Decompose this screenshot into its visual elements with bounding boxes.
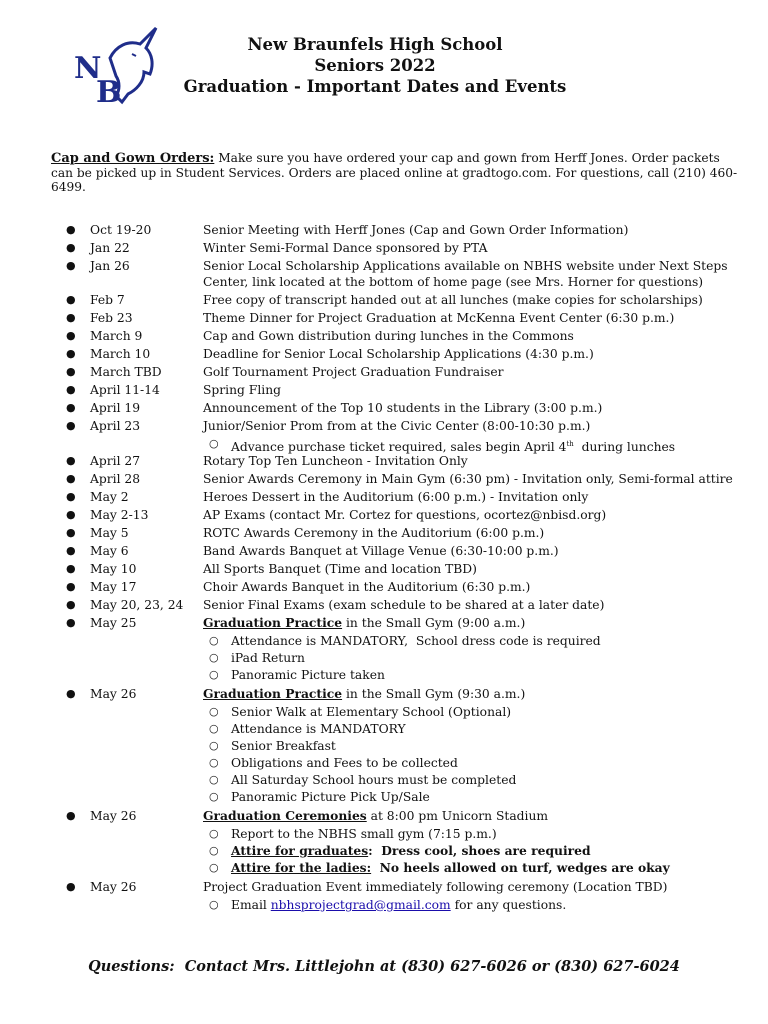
event-desc: Project Graduation Event immediately following ceremony (Location TBD): [203, 880, 668, 894]
sub-item-text: Advance purchase ticket required, sales begin April 4th during lunches: [231, 440, 676, 455]
cap-gown-paragraph: [51, 151, 741, 194]
cap-gown-text: Make sure you have ordered your cap and gown from Herff Jones. Order packets can be picked up in Student Services. Orders are placed online at gradtogo.com. For questions, call (210) 460-6499.: [51, 151, 738, 194]
bullet-icon: ●: [66, 616, 76, 629]
event-desc: Senior Final Exams (exam schedule to be shared at a later date): [203, 598, 605, 612]
event-desc: Rotary Top Ten Luncheon - Invitation Only: [203, 454, 468, 468]
event-desc: Theme Dinner for Project Graduation at McKenna Event Center (6:30 p.m.): [203, 311, 675, 325]
sub-item: [0, 738, 768, 755]
sub-item-text: Attire for the ladies: No heels allowed on turf, wedges are okay: [231, 860, 670, 875]
list-item: [0, 292, 768, 310]
list-item: [0, 258, 768, 292]
sub-item-text: Report to the NBHS small gym (7:15 p.m.): [231, 827, 497, 841]
bullet-icon: ●: [66, 383, 76, 396]
event-desc: Cap and Gown distribution during lunches in the Commons: [203, 329, 574, 343]
bullet-icon: ●: [66, 419, 76, 432]
circle-bullet-icon: ○: [209, 861, 219, 874]
event-desc: Senior Meeting with Herff Jones (Cap and Gown Order Information): [203, 223, 629, 237]
bullet-icon: ●: [66, 809, 76, 822]
list-item: [0, 346, 768, 364]
bullet-icon: ●: [66, 562, 76, 575]
list-item: [0, 507, 768, 525]
circle-bullet-icon: ○: [209, 827, 219, 840]
circle-bullet-icon: ○: [209, 651, 219, 664]
svg-text:B: B: [96, 75, 122, 108]
bullet-icon: ●: [66, 223, 76, 236]
event-date: May 26: [90, 880, 137, 894]
sub-item: [0, 789, 768, 806]
bullet-icon: ●: [66, 347, 76, 360]
document-title: Graduation - Important Dates and Events: [183, 77, 567, 96]
list-item: [0, 328, 768, 346]
event-date: Oct 19-20: [90, 223, 152, 237]
sub-item: [0, 667, 768, 684]
list-item: [0, 543, 768, 561]
event-desc: Band Awards Banquet at Village Venue (6:30-10:00 p.m.): [203, 544, 559, 558]
list-item: [0, 453, 768, 471]
sub-item-text: Attire for graduates: Dress cool, shoes are required: [231, 843, 591, 858]
bullet-icon: ●: [66, 598, 76, 611]
circle-bullet-icon: ○: [209, 437, 219, 450]
sub-item-text: All Saturday School hours must be completed: [231, 773, 517, 787]
sub-item-text: Obligations and Fees to be collected: [231, 756, 458, 770]
document-header: [150, 34, 600, 97]
bullet-icon: ●: [66, 311, 76, 324]
sub-item-text: Email nbhsprojectgrad@gmail.com for any questions.: [231, 898, 567, 912]
bullet-icon: ●: [66, 365, 76, 378]
event-desc: Golf Tournament Project Graduation Fundraiser: [203, 365, 504, 379]
sub-item: [0, 826, 768, 843]
email-link[interactable]: nbhsprojectgrad@gmail.com: [270, 898, 451, 912]
sub-item: [0, 897, 768, 914]
list-item: [0, 400, 768, 418]
sub-item-text: Senior Breakfast: [231, 739, 336, 753]
sub-item: [0, 860, 768, 877]
event-desc: Graduation Practice in the Small Gym (9:30 a.m.): [203, 686, 526, 701]
event-desc: Free copy of transcript handed out at all lunches (make copies for scholarships): [203, 293, 703, 307]
list-item: [0, 364, 768, 382]
list-item: [0, 615, 768, 633]
bullet-icon: ●: [66, 472, 76, 485]
sub-item-text: Senior Walk at Elementary School (Optional): [231, 705, 512, 719]
bullet-icon: ●: [66, 401, 76, 414]
cap-gown-label: Cap and Gown Orders:: [51, 151, 215, 166]
sub-item-text: Attendance is MANDATORY: [231, 722, 406, 736]
event-desc: Senior Awards Ceremony in Main Gym (6:30 pm) - Invitation only, Semi-formal attire: [203, 472, 733, 486]
list-item: [0, 579, 768, 597]
list-item: [0, 879, 768, 897]
event-desc: Heroes Dessert in the Auditorium (6:00 p.m.) - Invitation only: [203, 490, 589, 504]
circle-bullet-icon: ○: [209, 898, 219, 911]
events-list: [0, 222, 768, 914]
bullet-icon: ●: [66, 880, 76, 893]
event-desc: Senior Local Scholarship Applications available on NBHS website under Next Steps Center, link located at the bottom of home page (see Mrs. Horner for questions): [203, 259, 728, 289]
circle-bullet-icon: ○: [209, 844, 219, 857]
event-date: May 5: [90, 526, 129, 540]
sub-item-text: iPad Return: [231, 651, 305, 665]
bullet-icon: ●: [66, 454, 76, 467]
contact-footer: Questions: Contact Mrs. Littlejohn at (830) 627-6026 or (830) 627-6024: [88, 958, 680, 975]
bullet-icon: ●: [66, 259, 76, 272]
list-item: [0, 808, 768, 826]
list-item: [0, 418, 768, 436]
list-item: [0, 310, 768, 328]
sub-item: [0, 843, 768, 860]
circle-bullet-icon: ○: [209, 739, 219, 752]
event-date: April 28: [90, 472, 141, 486]
list-item: [0, 686, 768, 704]
event-desc: All Sports Banquet (Time and location TBD): [203, 562, 477, 576]
list-item: [0, 382, 768, 400]
list-item: [0, 525, 768, 543]
event-date: April 27: [90, 454, 141, 468]
event-date: March 9: [90, 329, 143, 343]
bullet-icon: ●: [66, 241, 76, 254]
bullet-icon: ●: [66, 293, 76, 306]
event-date: May 6: [90, 544, 129, 558]
bullet-icon: ●: [66, 490, 76, 503]
event-date: May 2: [90, 490, 129, 504]
circle-bullet-icon: ○: [209, 634, 219, 647]
event-date: May 2-13: [90, 508, 149, 522]
sub-item-text: Attendance is MANDATORY, School dress code is required: [231, 634, 601, 648]
sub-item: [0, 650, 768, 667]
event-desc: Spring Fling: [203, 383, 281, 397]
event-date: Jan 26: [90, 259, 130, 273]
bullet-icon: ●: [66, 526, 76, 539]
circle-bullet-icon: ○: [209, 668, 219, 681]
sub-item-text: Panoramic Picture Pick Up/Sale: [231, 790, 430, 804]
class-year: Seniors 2022: [314, 56, 436, 75]
event-date: April 23: [90, 419, 141, 433]
list-item: [0, 489, 768, 507]
bullet-icon: ●: [66, 329, 76, 342]
event-date: May 25: [90, 616, 137, 630]
school-name: New Braunfels High School: [247, 35, 503, 54]
sub-item: [0, 704, 768, 721]
event-date: May 17: [90, 580, 137, 594]
bullet-icon: ●: [66, 687, 76, 700]
event-desc: Graduation Ceremonies at 8:00 pm Unicorn Stadium: [203, 808, 549, 823]
event-desc: Winter Semi-Formal Dance sponsored by PTA: [203, 241, 488, 255]
bullet-icon: ●: [66, 544, 76, 557]
event-date: May 26: [90, 809, 137, 823]
event-date: May 10: [90, 562, 137, 576]
event-desc: Announcement of the Top 10 students in the Library (3:00 p.m.): [203, 401, 603, 415]
event-desc: AP Exams (contact Mr. Cortez for questions, ocortez@nbisd.org): [203, 508, 607, 522]
circle-bullet-icon: ○: [209, 756, 219, 769]
event-date: April 11-14: [90, 383, 160, 397]
circle-bullet-icon: ○: [209, 773, 219, 786]
list-item: [0, 597, 768, 615]
sub-item: [0, 755, 768, 772]
sub-item-text: Panoramic Picture taken: [231, 668, 385, 682]
event-date: April 19: [90, 401, 141, 415]
circle-bullet-icon: ○: [209, 790, 219, 803]
event-desc: Choir Awards Banquet in the Auditorium (6:30 p.m.): [203, 580, 531, 594]
svg-text:N: N: [74, 51, 102, 86]
circle-bullet-icon: ○: [209, 722, 219, 735]
event-date: May 26: [90, 687, 137, 701]
list-item: [0, 471, 768, 489]
event-date: Jan 22: [90, 241, 130, 255]
event-date: March TBD: [90, 365, 162, 379]
sub-item: [0, 772, 768, 789]
event-date: May 20, 23, 24: [90, 598, 184, 612]
list-item: [0, 561, 768, 579]
sub-item: [0, 633, 768, 650]
event-desc: Junior/Senior Prom from at the Civic Center (8:00-10:30 p.m.): [203, 419, 591, 433]
event-desc: Deadline for Senior Local Scholarship Applications (4:30 p.m.): [203, 347, 594, 361]
event-date: March 10: [90, 347, 151, 361]
sub-item: [0, 436, 768, 453]
list-item: [0, 222, 768, 240]
event-date: Feb 7: [90, 293, 125, 307]
event-desc: ROTC Awards Ceremony in the Auditorium (6:00 p.m.): [203, 526, 545, 540]
bullet-icon: ●: [66, 580, 76, 593]
circle-bullet-icon: ○: [209, 705, 219, 718]
event-date: Feb 23: [90, 311, 133, 325]
event-desc: Graduation Practice in the Small Gym (9:00 a.m.): [203, 615, 526, 630]
bullet-icon: ●: [66, 508, 76, 521]
sub-item: [0, 721, 768, 738]
list-item: [0, 240, 768, 258]
